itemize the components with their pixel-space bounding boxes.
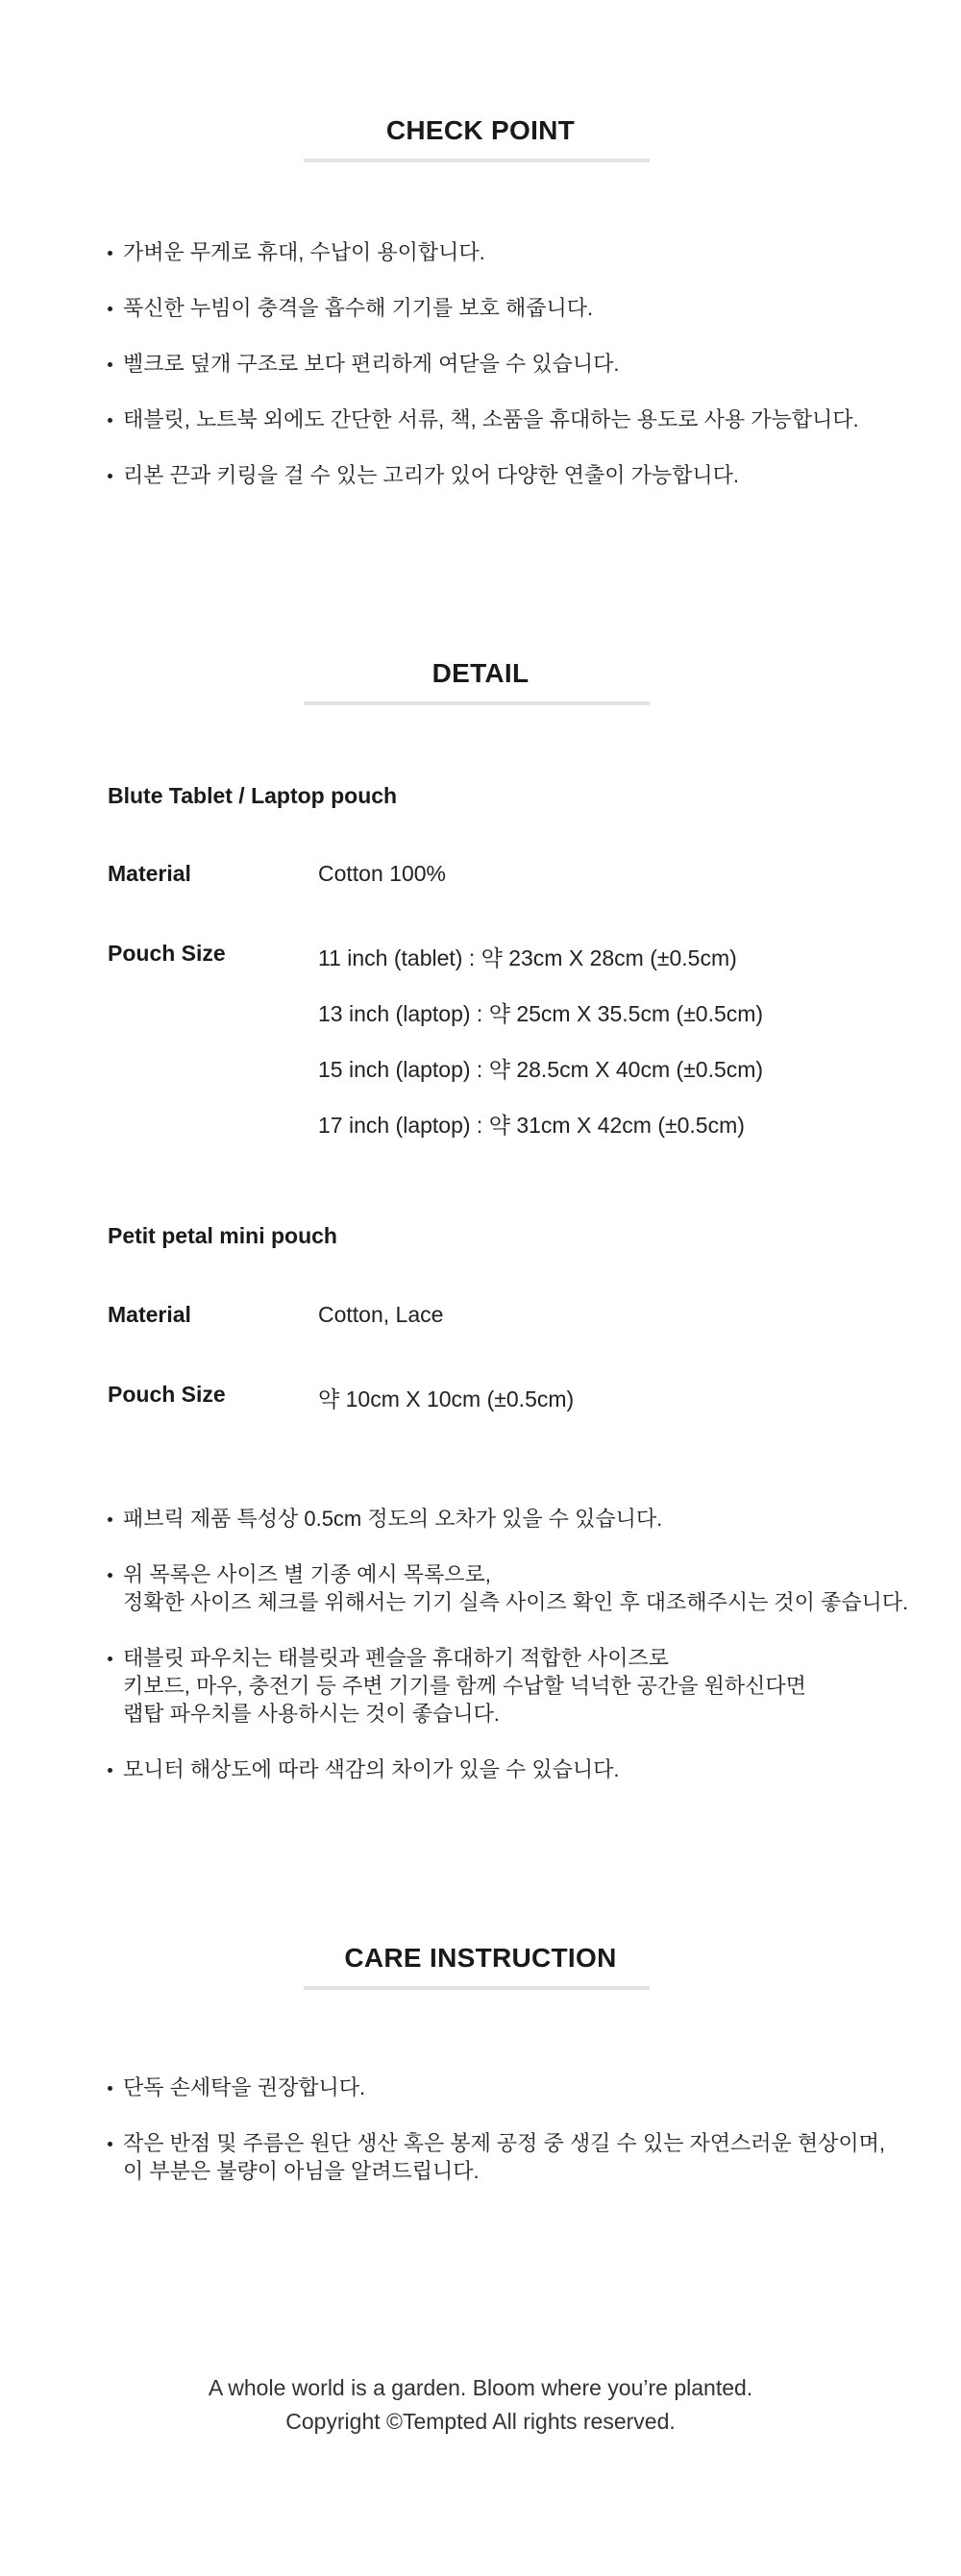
material-value: Cotton, Lace (318, 1302, 444, 1327)
detail-note-line: 정확한 사이즈 체크를 위해서는 기기 실측 사이즈 확인 후 대조해주시는 것이 좋습니다. (123, 1590, 909, 1614)
pouch-size-value: 15 inch (laptop) : 약 28.5cm X 40cm (±0.5cm) (318, 1057, 764, 1082)
detail-note-line: 위 목록은 사이즈 별 기종 예시 목록으로, (123, 1562, 491, 1586)
check-point-item: 푹신한 누빔이 충격을 흡수해 기기를 보호 해줍니다. (108, 294, 593, 322)
detail-note-line: 랩탑 파우치를 사용하시는 것이 좋습니다. (123, 1702, 500, 1726)
care-instruction-title: CARE INSTRUCTION (344, 1943, 617, 1973)
care-instruction-line: 단독 손세탁을 권장합니다. (123, 2075, 366, 2099)
care-instruction-item (108, 2129, 885, 2185)
pouch-size-value: 13 inch (laptop) : 약 25cm X 35.5cm (±0.5cm) (318, 1001, 764, 1026)
product-name-petit-petal: Petit petal mini pouch (108, 1223, 337, 1248)
footer-slogan: A whole world is a garden. Bloom where you’re planted. (208, 2375, 753, 2400)
care-instruction-title-rule (304, 1986, 650, 1990)
product-name-blute: Blute Tablet / Laptop pouch (108, 783, 398, 808)
detail-note-line: 키보드, 마우, 충전기 등 주변 기기를 함께 수납할 넉넉한 공간을 원하신다면 (123, 1674, 806, 1698)
detail-note-item (108, 1505, 662, 1533)
material-label: Material (108, 861, 191, 886)
material-value: Cotton 100% (318, 861, 446, 886)
detail-title: DETAIL (431, 658, 530, 688)
detail-note-line: 패브릭 제품 특성상 0.5cm 정도의 오차가 있을 수 있습니다. (123, 1507, 663, 1531)
pouch-size-label: Pouch Size (108, 1382, 226, 1407)
check-point-title: CHECK POINT (385, 115, 576, 145)
check-point-item: 리본 끈과 키링을 걸 수 있는 고리가 있어 다양한 연출이 가능합니다. (108, 461, 739, 489)
detail-note-line: 태블릿 파우치는 태블릿과 펜슬을 휴대하기 적합한 사이즈로 (123, 1646, 669, 1670)
footer-copyright: Copyright ©Tempted All rights reserved. (285, 2409, 676, 2434)
care-instruction-line: 이 부분은 불량이 아님을 알려드립니다. (123, 2159, 480, 2183)
care-instruction-line: 작은 반점 및 주름은 원단 생산 혹은 봉제 공정 중 생길 수 있는 자연스러운 현상이며, (123, 2131, 886, 2155)
detail-note-item (108, 1560, 908, 1616)
detail-note-line: 모니터 해상도에 따라 색감의 차이가 있을 수 있습니다. (123, 1757, 620, 1781)
pouch-size-label: Pouch Size (108, 941, 226, 966)
detail-title-rule (304, 701, 650, 705)
care-instruction-item (108, 2073, 365, 2101)
pouch-size-value: 17 inch (laptop) : 약 31cm X 42cm (±0.5cm) (318, 1113, 745, 1138)
check-point-item: 태블릿, 노트북 외에도 간단한 서류, 책, 소품을 휴대하는 용도로 사용 가능합니다. (108, 405, 859, 433)
detail-note-item (108, 1644, 806, 1728)
check-point-title-rule (304, 159, 650, 162)
check-point-item: 가벼운 무게로 휴대, 수납이 용이합니다. (108, 238, 485, 266)
pouch-size-value: 11 inch (tablet) : 약 23cm X 28cm (±0.5cm) (318, 945, 737, 970)
check-point-item: 벨크로 덮개 구조로 보다 편리하게 여닫을 수 있습니다. (108, 350, 619, 378)
pouch-size-value: 약 10cm X 10cm (±0.5cm) (318, 1386, 575, 1411)
detail-note-item (108, 1755, 619, 1783)
material-label: Material (108, 1302, 191, 1327)
